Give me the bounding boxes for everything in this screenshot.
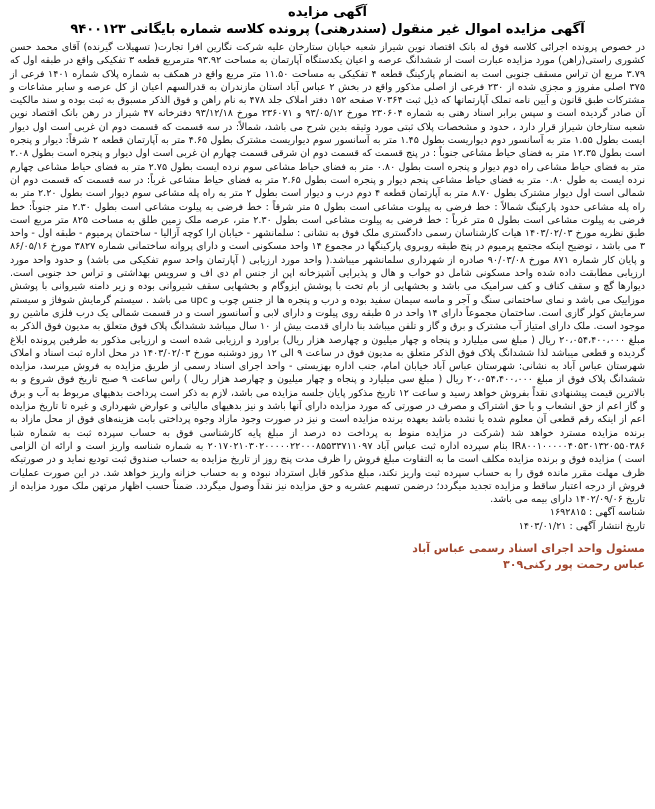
signature-name: عباس رحمت پور رکنی۳۰۹ (503, 557, 645, 571)
notice-date (10, 520, 645, 533)
signature-title: مسئول واحد اجرای اسناد رسمی عباس آباد (412, 541, 645, 555)
notice-subtitle: آگهی مزایده اموال غیر منقول (سندرهنی) پرونده کلاسه شماره بایگانی ۹۴۰۰۱۲۳ (70, 22, 585, 37)
notice-id (10, 506, 645, 519)
notice-title: آگهی مزایده (288, 5, 367, 20)
notice-date-label: تاریخ انتشار آگهی : (569, 520, 645, 532)
signature-block (10, 541, 645, 573)
notice-date-value: ۱۴۰۳/۰۱/۲۱ (518, 520, 567, 532)
notice-body: در خصوص پرونده اجرائی کلاسه فوق له بانک اقتصاد نوین شیراز شعبه خیابان ستارخان علیه شرکت نگارین افرا تجارت( تسهیلات گیرنده) آقای محمد حسن کشوری راستی(راهن) مورد مزایده عبارت است از ششدانگ عرصه و اعیان یکدستگاه آپارتمان به مساحت ۹۳.۹۲ مترمربع قطعه ۳ تفکیکی واقع در طبقه اول که ۳.۷۹ مربع ان تراس مسقف جنوبی است به انضمام پارکینگ قطعه ۴ تفکیکی به مساحت ۱۱.۵۰ متر مربع واقع در همکف به شماره پلاک شماره ۱۴۰۱ فرعی از ۳۷۵ اصلی مفروز و مجزی شده از ۲۳۰ فرعی از اصلی مذکور واقع در بخش ۲ عباس آباد استان مازندران به قدرالسهم اعیان از کل عرصه و سایر مشاعات و مشترکات طبق قانون و آیین نامه تملک آپارتمانها که ذیل ثبت ۷۰۳۶۴ صفحه ۱۵۲ دفتر املاک جلد ۴۷۸ به نام راهن و فوق الذکر مسبوق به ثبت بوده و سند مالکیت آن صادر گردیده است و سپس برابر اسناد رهنی به شماره ۲۳۰۶۰۴ مورخ ۹۳/۰۵/۱۲ و ۲۳۶۰۷۱ مورخ ۹۳/۱۲/۱۸ دفترخانه ۴۷ شیراز در رهن بانک اقتصاد نوین شعبه ستارخان شیراز قرار دارد ، حدود و مشخصات پلاک ثبتی مورد وثیقه بدین شرح می باشد، شمالاً: در سه قسمت که قسمت دوم ان غربی است اول دیوار ایست بطول ۱.۵۵ متر به آسانسور دوم دیواریست بطول ۱.۴۵ متر به آسانسور سوم دیواریست مشترک بطول ۴.۶۵ متر به آپارتمان قطعه ۲ شرقاً: دیوار و پنجره است بطول ۱۲.۳۵ متر به فضای حیاط مشاعی جنوباً : در پنج قسمت که قسمت دوم ان شرقی قسمت چهارم ان غربی است اول دیوار و پنجره است بطول ۲.۰۸ متر به فضای حیاط مشاعی راه دوم دیوار و پنجره است بطول ۰.۸۰ متر به فضای حیاط مشاعی سوم نرده ایست بطول ۲.۷۵ متر به فضای حیاط مشاعی چهارم نرده ایست به طول ۰.۸۰ متر به فضای حیاط مشاعی پنجم دیوار و پنجره است بطول ۲.۶۵ متر به فضای حیاط مشاعی غرباً: در سه قسمت که قسمت دوم ان شمالی است اول دیوار مشترک بطول ۸.۷۰ متر به آپارتمان قطعه ۴ دوم درب و دیوار است بطول ۲ متر به راه پله مشاعی سوم دیوار است بطول ۲.۲۰ متر به راه پله مشاعی حدود پارکینگ شمالاً : خط فرضی به پیلوت مشاعی است بطول ۵ متر شرقاً : خط فرضی به پیلوت مشاعی است بطول ۲.۳۰ متر جنوباً: خط فرضی به پیلوت مشاعی است بطول ۵ متر غرباً : خط فرضی به پیلوت مشاعی است بطول ۲.۳۰ متر، عرصه ملک زمین طلق به مساحت ۸۲۵ متر مربع است طبق نظریه مورخ ۱۴۰۳/۰۲/۰۳ هیات کارشناسان رسمی دادگستری ملک فوق به نشانی : سلمانشهر - خیابان ارا کوچه آزالیا - ساختمان پرمیوم - طبقه اول - واحد ۳ می باشد ، توضیح اینکه مجتمع پرمیوم در پنج طبقه روبروی پارکینگها در مجموع ۱۴ واحد مسکونی است و دارای پروانه ساختمانی شماره ۳۸۲۷ مورخ ۸۶/۰۵/۱۶ و پایان کار شماره ۸۷۱ مورخ ۹۰/۰۳/۰۸ صادره از شهرداری سلمانشهر میباشد.( واحد مورد ارزیابی ( آپارتمان واحد سوم تفکیکی می باشد) و حدود واحد مورد ارزیابی مطابقت داده شده واحد مسکونی شامل دو خواب و هال و پذیرایی آشپزخانه اپن از جنس ام دی اف و سرویس بهداشتی و تراس حد جنوبی است. دیوارها گچ و سقف کناف و کف سرامیک می باشد و بخشهایی از بام تخت با پوشش ایزوگام و بخشهایی سقف شیروانی بوده و زیر دامنه شیروانی با پوشش موزاییک می باشد و نمای ساختمانی سنگ و آجر و ماسه سیمان سفید بوده و درب و پنجره ها از جنس چوب و upc می باشد . سیستم گرمایش شوفاژ و سیستم سرمایش کولر گازی است. ساختمان مجموعاً دارای ۱۴ واحد در ۵ طبقه روی پیلوت و دارای لابی و آسانسور است و در قسمت شمالی یک درب فلزی ماشین رو موجود است. ملک دارای امتیاز آب مشترک و برق و گاز و تلفن میباشد بنا دارای قدمت بیش از ۱۰ سال میباشد ششدانگ پلاک فوق متعلق به مدیون فوق الذکر به مبلغ ۲۰،۰۵۴،۴۰۰،۰۰۰ ریال ( مبلغ سی میلیارد و پنجاه و چهار میلیون و چهارصد هزار ریال) براورد و ارزیابی شده است و ارزیابی مذکور به طرفین پرونده ابلاغ گردیده و قطعی میباشد لذا ششدانگ پلاک فوق الذکر متعلق به مدیون فوق در ساعت ۹ الی ۱۲ روز دوشنبه مورخ ۱۴۰۳/۰۲/۰۳ در محل اداره ثبت اسناد و املاک شهرستان عباس آباد به نشانی: شهرستان عباس آباد خیابان امام، جنب اداره بهزیستی - واحد اجرای اسناد رسمی از طریق مزایده به فروش میرسد، مزایده ششدانگ پلاک فوق از مبلغ ۲۰،۰۵۴،۴۰۰،۰۰۰ ریال ( مبلغ سی میلیارد و پنجاه و چهار میلیون و چهارصد هزار ریال ) راس ساعت ۹ صبح تاریخ فوق شروع و به بالاترین قیمت پیشنهادی نقداً بفروش خواهد رسید و ساعت ۱۲ تاریخ مذکور پایان جلسه مزایده می باشد، لازم به ذکر است پرداخت بدهیهای مربوط به آب و برق و گاز اعم از حق انشعاب و یا حق اشتراک و مصرف در صورتی که مورد مزایده دارای آنها باشد و نیز بدهیهای مالیاتی و عوارض شهرداری و غیره تا تاریخ مزایده اعم از اینکه رقم قطعی آن معلوم شده یا نشده باشد بعهده برنده مزایده است و نیز در صورت وجود مازاد وجوه پرداختی بابت هزینه‌های فوق از محل مازاد به برنده مزایده مسترد خواهد شد (شرکت در مزایده منوط به پرداخت ده درصد از مبلغ پایه کارشناسی فوق به حساب سپرده ثبت به شماره شبا IR۸۰۰۱۰۰۰۰۰۴۰۵۳۰۱۳۲۰۵۵۰۳۸۶ بنام سپرده اداره ثبت عباس آباد ۲۰۱۷۰۲۱۰۳۰۲۰۰۰۰۰۲۲۰۰۰۸۵۵۳۳۷۱۱۰۹۷ به شماره شناسه واریز است و ارائه ان الزامی است ) مزایده فوق و برنده مزایده مکلف است ما به التفاوت مبلغ فروش را ظرف مدت پنج روز از تاریخ مزایده به حساب صندوق ثبت تودیع نماید و در صورتیکه ظرف مهلت مقرر مانده فوق را به حساب سپرده ثبت واریز نکند، مبلغ مذکور قابل استرداد نبوده و به حساب خزانه واریز خواهد شد. در این صورت عملیات فروش از درجه اعتبار ساقط و مزایده تجدید میگردد؛ درضمن تسهیم عشریه و حق مزایده نیز نقداً وصول میگردد. ضمناً حسب اظهار مرتهن ملک مورد مزایده از تاریخ ۱۴۰۲/۰۹/۰۶ دارای بیمه می باشد. (10, 42, 646, 506)
notice-id-label: شناسه آگهی : (588, 507, 645, 519)
notice-id-value: ۱۶۹۲۸۱۵ (549, 507, 586, 519)
